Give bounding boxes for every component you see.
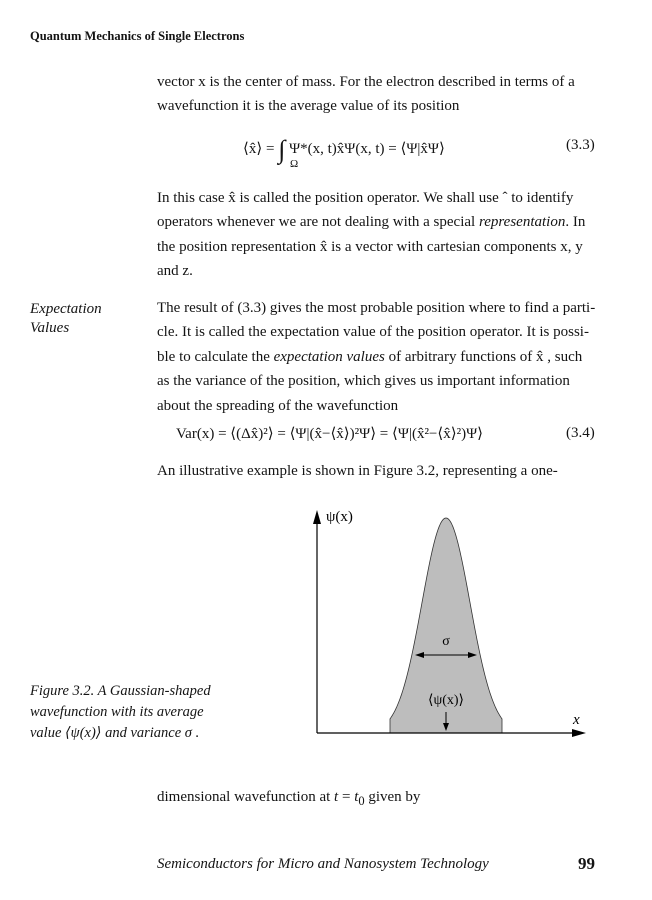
paragraph-operator bbox=[157, 186, 598, 284]
paragraph-intro bbox=[157, 70, 598, 119]
text-line: An illustrative example is shown in Figure 3.2, representing a one- bbox=[157, 463, 558, 479]
figure-caption: Figure 3.2. A Gaussian-shaped wavefunction with its average value ⟨ψ(x)⟩ and variance σ . bbox=[30, 683, 211, 741]
integral-domain: Ω bbox=[290, 158, 299, 170]
eq-rhs: ⟨Ψ|x̂Ψ⟩ bbox=[400, 141, 445, 157]
x-axis-arrow-icon bbox=[572, 729, 586, 737]
text-line: cle. It is called the expectation value of the position operator. It is possi- bbox=[157, 324, 589, 341]
eq-lhs: ⟨x̂⟩ bbox=[243, 141, 263, 157]
equation-number: (3.3) bbox=[566, 137, 595, 153]
mean-label: ⟨ψ(x)⟩ bbox=[427, 693, 465, 708]
margin-note: Expectation Values bbox=[30, 301, 102, 336]
footer-book-title: Semiconductors for Micro and Nanosystem Technology bbox=[157, 856, 489, 872]
paragraph-illustrative bbox=[157, 459, 598, 483]
text-line: In this case x̂ is called the position operator. We shall use ˆ to identify bbox=[157, 190, 574, 206]
text-line: vector x is the center of mass. For the electron described in terms of a bbox=[157, 74, 575, 90]
text-line: wavefunction it is the average value of its position bbox=[157, 98, 460, 115]
running-header: Quantum Mechanics of Single Electrons bbox=[30, 29, 245, 43]
x-axis-label: x bbox=[573, 712, 580, 728]
text-line: ble to calculate the expectation values of arbitrary functions of x̂ , such bbox=[157, 348, 583, 365]
text-line: The result of (3.3) gives the most probable position where to find a parti- bbox=[157, 300, 596, 316]
equation-3-3: ⟨x̂⟩ = ∫ Ψ*(x, t)x̂Ψ(x, t) = ⟨Ψ|x̂Ψ⟩ bbox=[243, 135, 445, 164]
y-axis-arrow-icon bbox=[313, 510, 321, 524]
sigma-label: σ bbox=[442, 634, 450, 649]
gaussian-figure bbox=[300, 500, 600, 750]
text-line: dimensional wavefunction at $t = t_0$ given by bbox=[157, 789, 421, 808]
y-axis-label: ψ(x) bbox=[326, 509, 353, 525]
equation-3-4: Var(x) = ⟨(Δx̂)²⟩ = ⟨Ψ|(x̂−⟨x̂⟩)²Ψ⟩ = ⟨Ψ|(x̂²−⟨x̂⟩²)Ψ⟩ bbox=[176, 426, 484, 442]
paragraph-expectation bbox=[157, 296, 598, 418]
eq-integrand: Ψ*(x, t)x̂Ψ(x, t) bbox=[289, 141, 385, 157]
text-line: the position representation x̂ is a vector with cartesian components x, y bbox=[157, 238, 583, 255]
paragraph-dimensional bbox=[157, 785, 598, 813]
text-line: operators whenever we are not dealing with a special representation. In bbox=[157, 214, 586, 231]
text-line: as the variance of the position, which gives us important information bbox=[157, 373, 570, 390]
text-line: and z. bbox=[157, 263, 193, 280]
equation-number: (3.4) bbox=[566, 425, 595, 441]
text-line: about the spreading of the wavefunction bbox=[157, 397, 399, 414]
integral-icon: ∫ bbox=[278, 135, 286, 164]
page-number: 99 bbox=[578, 854, 595, 873]
